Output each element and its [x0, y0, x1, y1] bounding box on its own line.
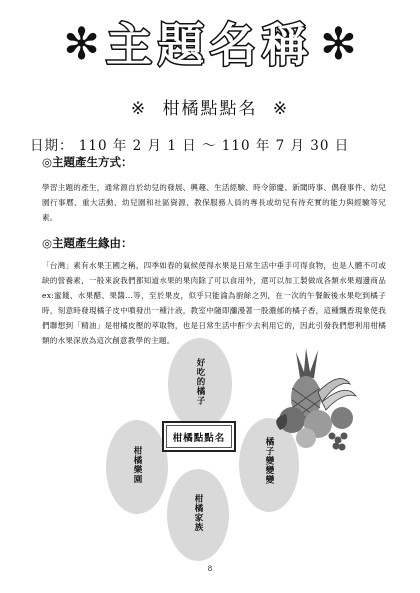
web-center-box: [162, 421, 236, 452]
page-number: 8: [207, 565, 213, 573]
main-title: 主題名稱: [106, 18, 314, 72]
section-heading-method: ◎主題產生方式：: [42, 155, 133, 169]
web-node-top-label: 好吃的橘子: [195, 358, 205, 406]
reference-mark-left-icon: ※: [130, 99, 148, 119]
web-node-bottom-label: 柑橘家族: [193, 494, 203, 532]
asterisk-left-icon: ✻: [63, 19, 100, 70]
section-heading-origin: ◎主題產生緣由：: [42, 236, 133, 250]
section-body-method: 學習主題的產生，通常源自於幼兒的發展、興趣、生活經驗、時令節慶、新聞時事、偶發事件、幼兒園行事曆、重大活動、幼兒園和社區資源、教保服務人員的專長或幼兒有待充實的能力與經驗等兄素。: [42, 183, 386, 222]
web-node-right-label: 橘子變變變: [264, 437, 274, 485]
reference-mark-right-icon: ※: [272, 99, 290, 119]
web-center-label: 柑橘點點名: [166, 425, 232, 448]
date-range: 日期： 110 年 2 月 1 日 ～ 110 年 7 月 30 日: [30, 138, 350, 154]
web-node-left-label: 柑橘樂園: [132, 446, 142, 484]
theme-name: 柑橘點點名: [162, 99, 258, 119]
section-body-origin: 「台灣」素有水果王國之稱，四季如春的氣候使得水果是日常生活中垂手可得食物，也是人體不可或缺的營養素，一般來說我們都知道水果的果肉除了可以食用外，還可以加工製做成各類水果週邊商品 ex:蜜餞、水果醋、果醬…等，至於果皮，似乎只能淪為廚餘之列，在一次的午餐飯後水果吃到橘子時，刻意時發現橘子皮中噴發出一種汁液，教室中隨即瀰漫著一股濃郁的橘子香，這種飄香現象使我們聯想到「精油」是柑橘皮壓的萃取物，也是日常生活中酐少去利用它的，因此引發我們想利用柑橘類的水果深放為這次創意教學的主題。: [42, 261, 386, 345]
asterisk-right-icon: ✻: [320, 19, 357, 70]
